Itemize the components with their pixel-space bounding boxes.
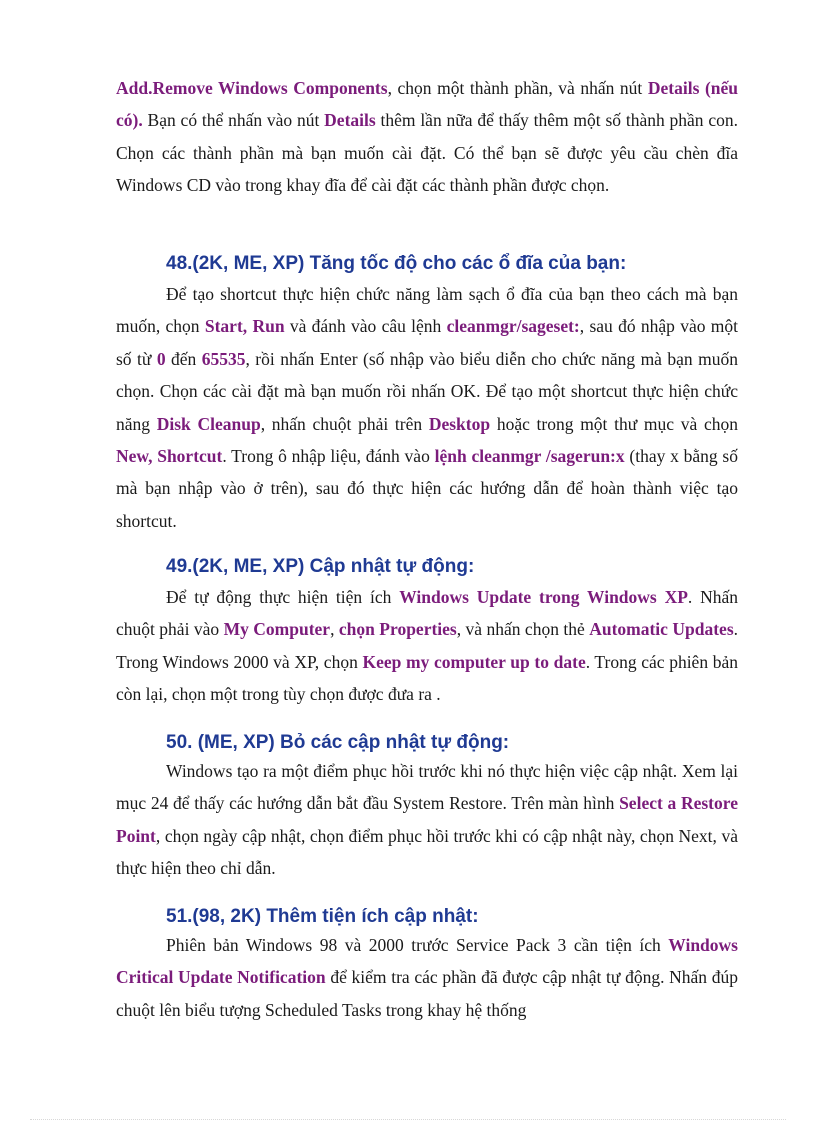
paragraph-text: , nhấn chuột phải trên xyxy=(260,413,429,434)
highlighted-term: Desktop xyxy=(428,413,491,434)
highlighted-term: My Computer xyxy=(223,619,331,640)
section-heading: 50. (ME, XP) Bỏ các cập nhật tự động: xyxy=(166,732,510,753)
paragraph-text: , xyxy=(330,619,339,640)
paragraph-text: . Trong các phiên bản còn lại, chọn một trong tùy chọn được đưa ra . xyxy=(116,651,738,705)
highlighted-term: chọn Properties xyxy=(338,619,457,640)
highlighted-term: New, Shortcut xyxy=(116,446,223,467)
paragraph-text: Bạn có thể nhấn vào nút xyxy=(142,110,325,131)
paragraph-text: và đánh vào câu lệnh xyxy=(284,316,447,337)
highlighted-term: Select a Restore Point xyxy=(116,793,738,846)
paragraph-text: , sau đó nhập vào một số từ xyxy=(116,316,738,369)
page-bottom-border xyxy=(30,1119,786,1120)
section-heading: 48.(2K, ME, XP) Tăng tốc độ cho các ổ đĩa của bạn: xyxy=(166,253,627,274)
highlighted-term: Details (nếu có). xyxy=(116,78,738,131)
highlighted-term: Keep my computer up to date xyxy=(362,651,586,672)
highlighted-term: Windows Critical Update Notification xyxy=(116,935,738,988)
paragraph-text: , và nhấn chọn thẻ xyxy=(456,619,590,640)
paragraph-text: Windows tạo ra một điểm phục hồi trước khi nó thực hiện việc cập nhật. Xem lại mục 24 để thấy các hướng dẫn bắt đầu System Restore. Trên màn hình xyxy=(116,761,738,814)
paragraph-text: . Trong Windows 2000 và XP, chọn xyxy=(116,619,739,672)
paragraph-text: (thay x bằng số mà bạn nhập vào ở trên), sau đó thực hiện các hướng dẫn để hoàn thành việc tạo shortcut. xyxy=(116,446,738,531)
highlighted-term: Windows Update trong Windows XP xyxy=(399,587,688,607)
highlighted-term: 65535 xyxy=(201,348,246,369)
highlighted-term: cleanmgr/sageset: xyxy=(446,316,580,337)
body-paragraph xyxy=(116,278,738,537)
highlighted-term: Automatic Updates xyxy=(589,619,734,640)
paragraph-text: Phiên bản Windows 98 và 2000 trước Service Pack 3 cần tiện ích xyxy=(166,935,669,955)
paragraph-text: , chọn ngày cập nhật, chọn điểm phục hồi trước khi có cập nhật này, chọn Next, và thực hiện theo chỉ dẫn. xyxy=(116,825,738,879)
paragraph-text: để kiểm tra các phần đã được cập nhật tự động. Nhấn đúp chuột lên biểu tượng Scheduled Tasks trong khay hệ thống xyxy=(116,967,738,1020)
paragraph-text: Để tự động thực hiện tiện ích xyxy=(166,587,400,607)
body-paragraph xyxy=(116,755,738,885)
paragraph-text: Để tạo shortcut thực hiện chức năng làm sạch ổ đĩa của bạn theo cách mà bạn muốn, chọn xyxy=(116,284,738,337)
paragraph-text: , chọn một thành phần, và nhấn nút xyxy=(387,78,648,98)
body-paragraph xyxy=(116,929,738,1026)
paragraph-text: , rồi nhấn Enter (số nhập vào biểu diễn cho chức năng mà bạn muốn chọn. Chọn các cài đặt mà bạn muốn rồi nhấn OK. Để tạo một shortcut thực hiện chức năng xyxy=(116,348,738,434)
paragraph-text: hoặc trong một thư mục và chọn xyxy=(490,413,738,434)
highlighted-term: Start, Run xyxy=(204,316,285,337)
section-heading: 49.(2K, ME, XP) Cập nhật tự động: xyxy=(166,556,475,577)
body-paragraph xyxy=(116,581,738,711)
paragraph-text: . Nhấn chuột phải vào xyxy=(116,587,739,640)
highlighted-term: Add.Remove Windows Components xyxy=(116,78,388,98)
paragraph-text: . Trong ô nhập liệu, đánh vào xyxy=(222,446,435,467)
paragraph-text: thêm lần nữa để thấy thêm một số thành phần con. Chọn các thành phần mà bạn muốn cài đặt. Có thể bạn sẽ được yêu cầu chèn đĩa Windows CD vào trong khay đĩa để cài đặt các thành phần được chọn. xyxy=(116,110,738,196)
paragraph-text: đến xyxy=(165,348,202,369)
highlighted-term: Disk Cleanup xyxy=(156,413,261,434)
highlighted-term: lệnh cleanmgr /sagerun:x xyxy=(434,446,625,467)
highlighted-term: Details xyxy=(324,110,376,131)
section-heading: 51.(98, 2K) Thêm tiện ích cập nhật: xyxy=(166,906,479,927)
highlighted-term: 0 xyxy=(156,348,166,369)
body-paragraph xyxy=(116,72,738,202)
